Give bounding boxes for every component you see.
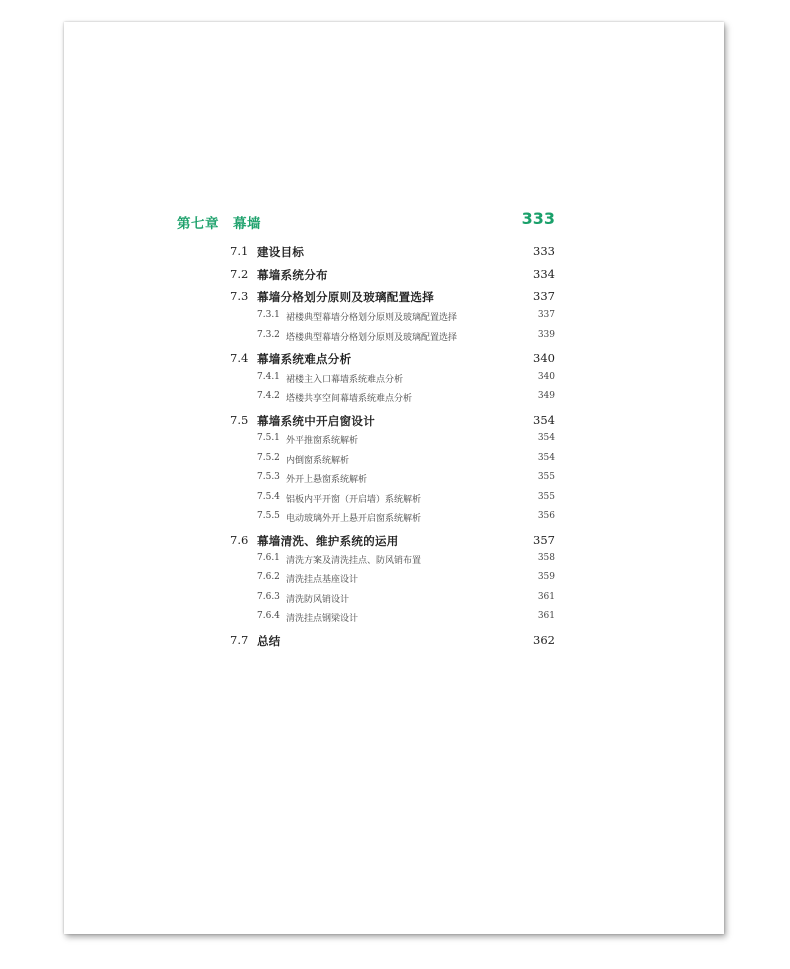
subsection-page: 349 [537, 391, 555, 401]
subsection-page: 337 [537, 310, 555, 320]
subsection-page: 339 [537, 330, 555, 340]
section-title: 幕墙分格划分原则及玻璃配置选择 [257, 290, 434, 304]
toc-subsection [257, 330, 555, 348]
subsection-title: 清洗挂点钢梁设计 [286, 614, 359, 624]
section-title: 幕墙系统分布 [257, 268, 328, 282]
section-title: 建设目标 [257, 245, 305, 259]
section-title: 幕墙系统难点分析 [257, 352, 352, 366]
section-page: 340 [533, 351, 555, 365]
subsection-title: 电动玻璃外开上悬开启窗系统解析 [286, 514, 422, 524]
subsection-number: 7.5.4 [257, 492, 280, 502]
subsection-title: 裙楼典型幕墙分格划分原则及玻璃配置选择 [286, 313, 458, 323]
subsection-page: 354 [537, 433, 555, 443]
toc-section [230, 413, 555, 431]
toc-subsection [257, 372, 555, 390]
subsection-page: 354 [537, 453, 555, 463]
subsection-number: 7.4.2 [257, 391, 280, 401]
section-page: 362 [533, 633, 555, 647]
section-title: 总结 [257, 634, 281, 648]
toc-section [230, 289, 555, 307]
subsection-number: 7.5.5 [257, 511, 280, 521]
toc-section [230, 244, 555, 262]
subsection-page: 361 [537, 592, 555, 602]
chapter-heading [177, 209, 555, 233]
section-number: 7.2 [230, 267, 249, 281]
toc-subsection [257, 553, 555, 571]
subsection-title: 裙楼主入口幕墙系统难点分析 [286, 375, 404, 385]
toc-section [230, 351, 555, 369]
subsection-number: 7.5.3 [257, 472, 280, 482]
subsection-page: 340 [537, 372, 555, 382]
subsection-title: 外开上悬窗系统解析 [286, 475, 368, 485]
subsection-number: 7.5.2 [257, 453, 280, 463]
toc-subsection [257, 611, 555, 629]
toc-section [230, 267, 555, 285]
subsection-title: 清洗挂点基座设计 [286, 575, 359, 585]
subsection-title: 清洗防风销设计 [286, 595, 350, 605]
section-number: 7.7 [230, 633, 249, 647]
toc-subsection [257, 472, 555, 490]
subsection-title: 外平推窗系统解析 [286, 436, 359, 446]
subsection-number: 7.3.2 [257, 330, 280, 340]
subsection-number: 7.6.4 [257, 611, 280, 621]
section-number: 7.3 [230, 289, 249, 303]
subsection-number: 7.5.1 [257, 433, 280, 443]
section-number: 7.1 [230, 244, 249, 258]
subsection-page: 361 [537, 611, 555, 621]
subsection-page: 356 [537, 511, 555, 521]
subsection-title: 塔楼典型幕墙分格划分原则及玻璃配置选择 [286, 333, 458, 343]
toc-subsection [257, 572, 555, 590]
subsection-page: 358 [537, 553, 555, 563]
toc-subsection [257, 391, 555, 409]
section-number: 7.6 [230, 533, 249, 547]
book-page [64, 22, 724, 934]
toc-subsection [257, 592, 555, 610]
section-page: 334 [533, 267, 555, 281]
section-page: 337 [533, 289, 555, 303]
section-number: 7.4 [230, 351, 249, 365]
section-page: 333 [533, 244, 555, 258]
subsection-number: 7.6.2 [257, 572, 280, 582]
toc-subsection [257, 511, 555, 529]
section-page: 357 [533, 533, 555, 547]
subsection-number: 7.3.1 [257, 310, 280, 320]
toc-section [230, 633, 555, 651]
section-title: 幕墙清洗、维护系统的运用 [257, 534, 399, 548]
toc-subsection [257, 433, 555, 451]
section-number: 7.5 [230, 413, 249, 427]
section-title: 幕墙系统中开启窗设计 [257, 414, 375, 428]
section-page: 354 [533, 413, 555, 427]
toc-subsection [257, 492, 555, 510]
subsection-number: 7.6.1 [257, 553, 280, 563]
chapter-page-number: 333 [521, 209, 555, 228]
subsection-title: 清洗方案及清洗挂点、防风销布置 [286, 556, 422, 566]
toc-subsection [257, 453, 555, 471]
subsection-number: 7.6.3 [257, 592, 280, 602]
subsection-title: 铝板内平开窗（开启墙）系统解析 [286, 495, 422, 505]
chapter-title: 第七章 幕墙 [177, 216, 261, 232]
subsection-page: 355 [537, 492, 555, 502]
toc-subsection [257, 310, 555, 328]
subsection-page: 355 [537, 472, 555, 482]
subsection-title: 塔楼共享空间幕墙系统难点分析 [286, 394, 413, 404]
toc-section [230, 533, 555, 551]
subsection-title: 内倒窗系统解析 [286, 456, 350, 466]
subsection-page: 359 [537, 572, 555, 582]
subsection-number: 7.4.1 [257, 372, 280, 382]
